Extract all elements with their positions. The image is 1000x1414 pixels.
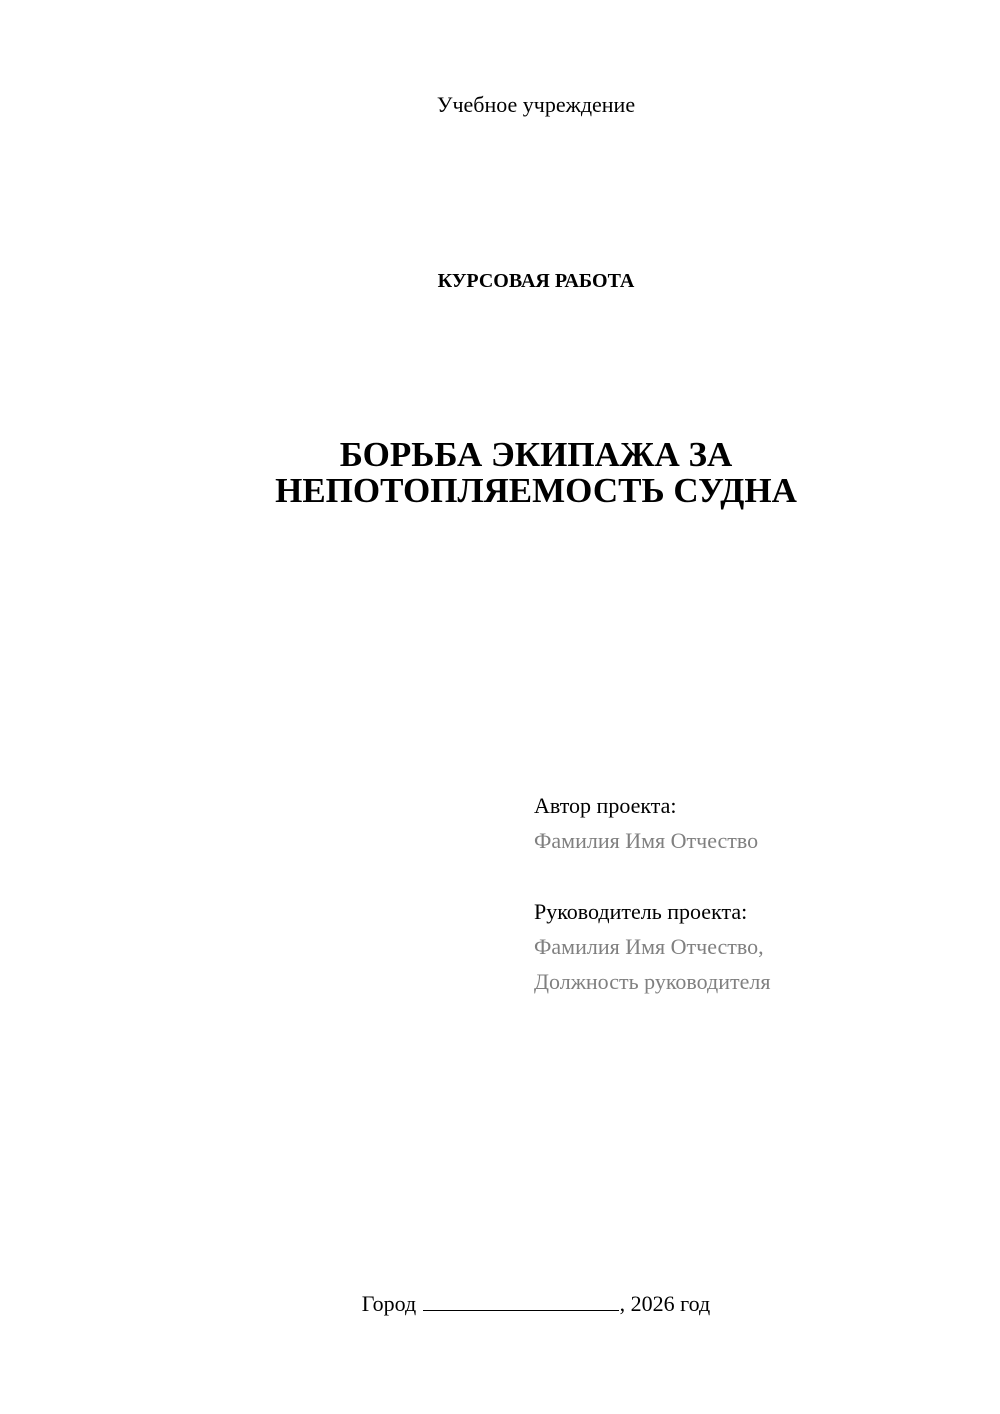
city-label: Город	[361, 1291, 417, 1316]
document-title	[186, 437, 886, 509]
city-year-footer	[236, 1290, 836, 1318]
supervisor-label: Руководитель проекта:	[534, 899, 748, 924]
year-text: , 2026 год	[619, 1291, 711, 1316]
info-spacer	[534, 858, 974, 894]
institution-name: Учебное учреждение	[436, 92, 636, 117]
title-line-2: НЕПОТОПЛЯЕМОСТЬ СУДНА	[275, 471, 797, 510]
work-type-heading: КУРСОВАЯ РАБОТА	[437, 270, 635, 292]
supervisor-name-placeholder: Фамилия Имя Отчество,	[534, 934, 764, 959]
author-label: Автор проекта:	[534, 793, 677, 818]
supervisor-position-placeholder: Должность руководителя	[534, 969, 771, 994]
author-name-placeholder: Фамилия Имя Отчество	[534, 828, 759, 853]
city-blank-line	[423, 1290, 619, 1311]
project-info-block	[534, 788, 974, 999]
title-line-1: БОРЬБА ЭКИПАЖА ЗА	[339, 435, 733, 474]
